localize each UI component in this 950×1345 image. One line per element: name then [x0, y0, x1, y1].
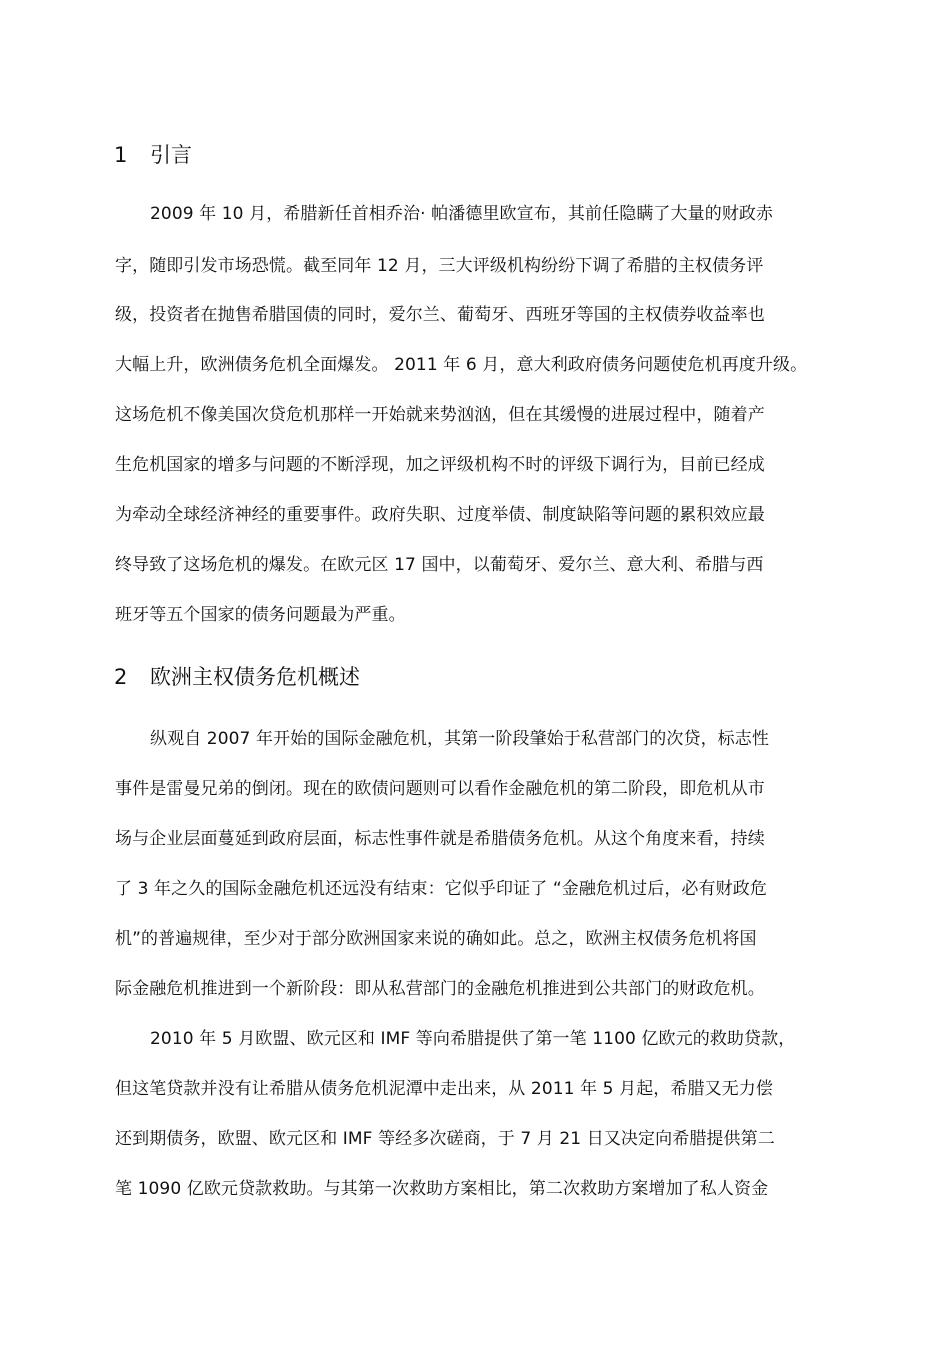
paragraph-line: 级，投资者在抛售希腊国债的同时，爱尔兰、葡萄牙、西班牙等国的主权债券收益率也 [115, 305, 765, 325]
paragraph-line: 了 3 年之久的国际金融危机还远没有结束：它似乎印证了 “金融危机过后，必有财政危 [115, 879, 767, 899]
section-number: 2 [114, 665, 128, 689]
section-title: 欧洲主权债务危机概述 [150, 665, 360, 689]
paragraph-line: 字，随即引发市场恐慌。截至同年 12 月，三大评级机构纷纷下调了希腊的主权债务评 [115, 256, 764, 276]
paragraph-line: 笔 1090 亿欧元贷款救助。与其第一次救助方案相比，第二次救助方案增加了私人资金 [115, 1179, 769, 1199]
paragraph-line: 生危机国家的增多与问题的不断浮现，加之评级机构不时的评级下调行为，目前已经成 [115, 455, 765, 475]
section-heading-1 [114, 143, 192, 167]
paragraph-line: 终导致了这场危机的爆发。在欧元区 17 国中，以葡萄牙、爱尔兰、意大利、希腊与西 [115, 555, 764, 575]
paragraph-line: 场与企业层面蔓延到政府层面，标志性事件就是希腊债务危机。从这个角度来看，持续 [115, 829, 765, 849]
paragraph-line: 纵观自 2007 年开始的国际金融危机，其第一阶段肇始于私营部门的次贷，标志性 [150, 729, 769, 749]
section-number: 1 [114, 143, 128, 167]
paragraph-line: 为牵动全球经济神经的重要事件。政府失职、过度举债、制度缺陷等问题的累积效应最 [115, 505, 765, 525]
paragraph-line: 事件是雷曼兄弟的倒闭。现在的欧债问题则可以看作金融危机的第二阶段，即危机从市 [115, 779, 765, 799]
paragraph-line: 际金融危机推进到一个新阶段：即从私营部门的金融危机推进到公共部门的财政危机。 [115, 979, 765, 999]
paragraph-line: 2009 年 10 月，希腊新任首相乔治· 帕潘德里欧宣布，其前任隐瞒了大量的财政赤 [150, 204, 774, 224]
section-heading-2 [114, 665, 360, 689]
section-title: 引言 [150, 143, 192, 167]
paragraph-line: 机”的普遍规律，至少对于部分欧洲国家来说的确如此。总之，欧洲主权债务危机将国 [115, 929, 757, 949]
paragraph-line: 班牙等五个国家的债务问题最为严重。 [115, 605, 406, 625]
paragraph-line: 这场危机不像美国次贷危机那样一开始就来势汹汹，但在其缓慢的进展过程中，随着产 [115, 405, 765, 425]
paragraph-line: 但这笔贷款并没有让希腊从债务危机泥潭中走出来，从 2011 年 5 月起，希腊又无力偿 [115, 1079, 773, 1099]
paragraph-line: 2010 年 5 月欧盟、欧元区和 IMF 等向希腊提供了第一笔 1100 亿欧元的救助贷款， [150, 1029, 796, 1049]
paragraph-line: 还到期债务，欧盟、欧元区和 IMF 等经多次磋商，于 7 月 21 日又决定向希腊提供第二 [115, 1129, 775, 1149]
paragraph-line: 大幅上升，欧洲债务危机全面爆发。 2011 年 6 月，意大利政府债务问题使危机再度升级。 [115, 355, 808, 375]
